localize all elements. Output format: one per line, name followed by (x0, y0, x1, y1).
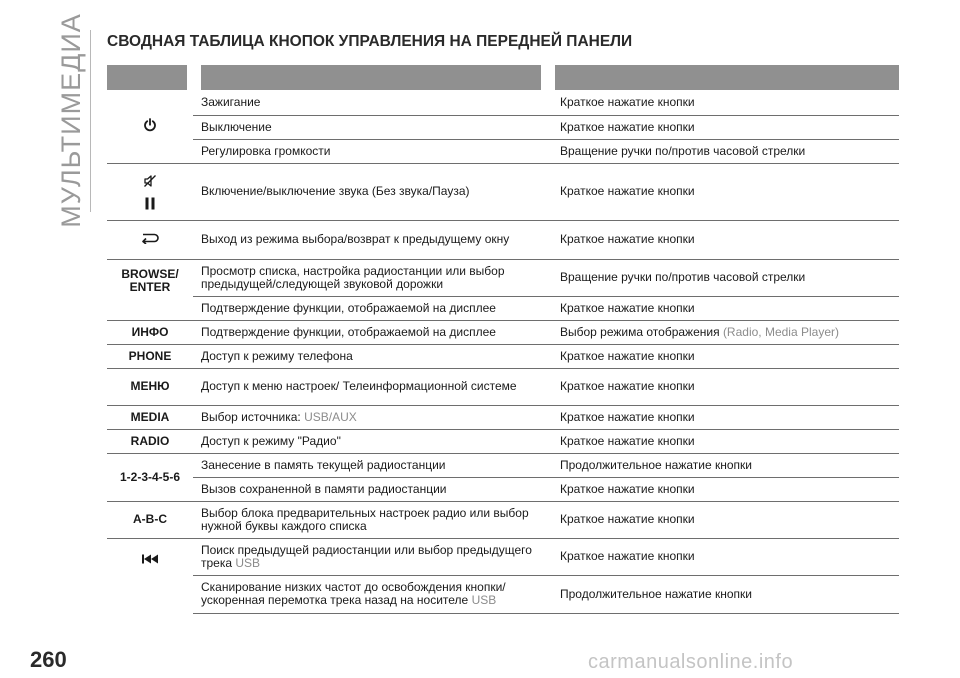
action-cell: Краткое нажатие кнопки (552, 163, 899, 220)
function-grey-text: USB/AUX (304, 409, 357, 424)
side-divider (90, 30, 91, 212)
function-text: Выбор источника: (201, 409, 301, 424)
page-title: СВОДНАЯ ТАБЛИЦА КНОПОК УПРАВЛЕНИЯ НА ПЕРЕДНЕЙ ПАНЕЛИ (107, 33, 633, 50)
function-cell: Вызов сохраненной в памяти радиостанции (193, 477, 552, 501)
table-row (107, 453, 899, 477)
action-cell: Краткое нажатие кнопки (552, 296, 899, 320)
header-cell-action (555, 65, 899, 90)
action-text: Выбор режима отображения (560, 324, 720, 339)
button-cell-radio: RADIO (107, 429, 193, 453)
function-cell (193, 538, 552, 575)
table-row (107, 538, 899, 575)
button-cell-power (107, 90, 193, 163)
back-arrow-icon (140, 232, 160, 244)
function-cell: Просмотр списка, настройка радиостанции или выбор предыдущей/следующей звуковой дорожки (193, 259, 552, 296)
button-cell-menu: МЕНЮ (107, 368, 193, 405)
function-cell (193, 405, 552, 429)
table-row (107, 90, 899, 115)
action-cell: Краткое нажатие кнопки (552, 405, 899, 429)
action-cell: Краткое нажатие кнопки (560, 94, 695, 109)
function-cell: Выключение (193, 115, 552, 139)
action-cell: Краткое нажатие кнопки (552, 220, 899, 259)
function-text: Поиск предыдущей радиостанции или выбор предыдущего трека (201, 542, 532, 570)
function-cell: Доступ к режиму "Радио" (193, 429, 552, 453)
button-cell-back (107, 220, 193, 259)
table-row (107, 259, 899, 296)
action-cell: Краткое нажатие кнопки (552, 538, 899, 575)
button-cell-media: MEDIA (107, 405, 193, 429)
table-header-bar (107, 65, 899, 90)
function-cell: Регулировка громкости (193, 139, 552, 163)
function-cell: Выбор блока предварительных настроек радио или выбор нужной буквы каждого списка (193, 501, 552, 538)
action-cell: Краткое нажатие кнопки (552, 429, 899, 453)
button-cell-abc: A-B-C (107, 501, 193, 538)
table-row (107, 477, 899, 501)
table-row (107, 115, 899, 139)
function-cell: Доступ к меню настроек/ Телеинформационной системе (193, 368, 552, 405)
function-cell: Зажигание (201, 94, 261, 109)
action-cell: Продолжительное нажатие кнопки (552, 575, 899, 613)
action-cell: Краткое нажатие кнопки (552, 501, 899, 538)
action-cell: Краткое нажатие кнопки (552, 368, 899, 405)
table-row (107, 501, 899, 538)
header-cell-button (107, 65, 187, 90)
table-row (107, 368, 899, 405)
function-cell: Занесение в память текущей радиостанции (193, 453, 552, 477)
table-row (107, 575, 899, 613)
skip-back-icon (141, 554, 159, 564)
table-row (107, 344, 899, 368)
table-row (107, 220, 899, 259)
function-cell: Включение/выключение звука (Без звука/Пауза) (193, 163, 552, 220)
table-row (107, 139, 899, 163)
header-cell-function (201, 65, 541, 90)
button-cell-browse-enter: BROWSE/ ENTER (107, 259, 193, 320)
function-cell: Подтверждение функции, отображаемой на дисплее (193, 296, 552, 320)
mute-icon (143, 174, 157, 188)
button-cell-info: ИНФО (107, 320, 193, 344)
table-row (107, 405, 899, 429)
button-cell-presets: 1-2-3-4-5-6 (107, 453, 193, 501)
function-cell: Выход из режима выбора/возврат к предыдущему окну (193, 220, 552, 259)
page-number: 260 (30, 647, 67, 672)
action-cell: Краткое нажатие кнопки (552, 344, 899, 368)
pause-icon (144, 197, 156, 210)
action-cell: Вращение ручки по/против часовой стрелки (552, 139, 899, 163)
table-row (107, 163, 899, 220)
action-cell (552, 320, 899, 344)
button-cell-skip-back (107, 538, 193, 613)
button-cell-phone: PHONE (107, 344, 193, 368)
function-text: Сканирование низких частот до освобождения кнопки/ ускоренная перемотка трека назад на носителе (201, 580, 506, 607)
function-cell: Подтверждение функции, отображаемой на дисплее (193, 320, 552, 344)
table-row (107, 320, 899, 344)
function-grey-text: USB (235, 555, 261, 570)
button-cell-mute-pause (107, 163, 193, 220)
section-side-label: МУЛЬТИМЕДИА (55, 12, 86, 228)
action-grey-text: (Radio, Media Player) (722, 324, 839, 339)
action-cell: Продолжительное нажатие кнопки (552, 453, 899, 477)
function-cell: Доступ к режиму телефона (193, 344, 552, 368)
function-grey-text: USB (471, 593, 497, 607)
power-icon (143, 118, 157, 132)
action-cell: Краткое нажатие кнопки (552, 115, 899, 139)
function-cell (193, 575, 552, 613)
action-cell: Краткое нажатие кнопки (552, 477, 899, 501)
controls-table (107, 90, 899, 614)
table-row (107, 296, 899, 320)
action-cell: Вращение ручки по/против часовой стрелки (552, 259, 899, 296)
table-row (107, 429, 899, 453)
watermark: carmanualsonline.info (588, 651, 794, 673)
